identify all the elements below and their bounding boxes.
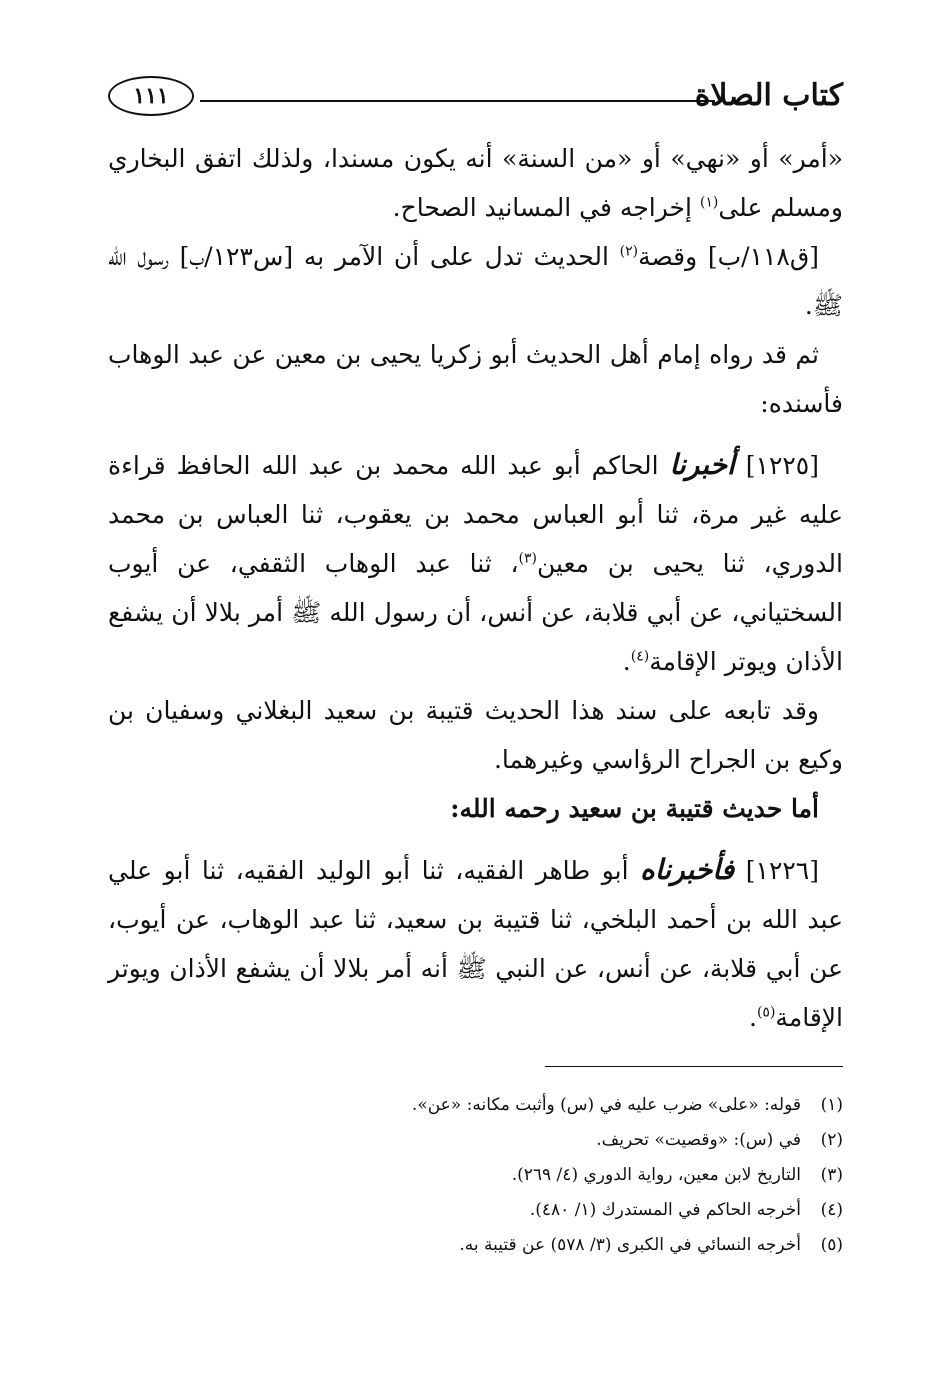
footnote-text: أخرجه النسائي في الكبرى (٣/ ٥٧٨) عن قتيبة به. bbox=[459, 1235, 801, 1255]
footnote-ref-3[interactable]: (٣) bbox=[518, 550, 538, 567]
footnote-item bbox=[108, 1123, 843, 1158]
paragraph-1-line-1: «أمر» أو «نهي» أو «من السنة» أنه يكون مسندا، ولذلك اتفق البخاري ومسلم bbox=[108, 144, 843, 222]
footnote-item bbox=[108, 1193, 843, 1228]
section-heading: أما حديث قتيبة بن سعيد رحمه الله: bbox=[450, 794, 819, 823]
footnote-item bbox=[108, 1228, 843, 1263]
paragraph-2 bbox=[108, 232, 843, 330]
footnote-ref-2[interactable]: (٢) bbox=[619, 243, 639, 260]
footnote-item bbox=[108, 1088, 843, 1123]
hadith-number-1225: [١٢٢٥] bbox=[745, 451, 819, 480]
paragraph-2-rest: الحديث تدل على أن الآمر به [س١٢٣/ب] رسول الله ﷺ. bbox=[108, 242, 843, 320]
hadith-1226 bbox=[108, 845, 843, 1042]
footnotes bbox=[108, 1088, 843, 1263]
paragraph-1 bbox=[108, 134, 843, 232]
footnote-text: أخرجه الحاكم في المستدرك (١/ ٤٨٠). bbox=[529, 1200, 801, 1220]
footnote-text: في (س): «وقصيت» تحريف. bbox=[596, 1130, 801, 1150]
footnote-text: قوله: «على» ضرب عليه في (س) وأثبت مكانه: «عن». bbox=[411, 1095, 801, 1115]
paragraph-4: وقد تابعه على سند هذا الحديث قتيبة بن سعيد البغلاني وسفيان بن وكيع بن الجراح الرؤاسي وغيرهما. bbox=[108, 696, 843, 774]
footnote-number: (٤) bbox=[820, 1200, 843, 1220]
running-title: كتاب الصلاة bbox=[694, 78, 843, 113]
footnote-text: التاريخ لابن معين، رواية الدوري (٤/ ٢٦٩). bbox=[511, 1165, 801, 1185]
page-number: ١١١ bbox=[108, 76, 194, 116]
transmission-formula: أخبرنا bbox=[669, 448, 735, 481]
hadith-1225-text-a: الحاكم أبو عبد الله محمد بن عبد الله الحافظ قراءة عليه غير مرة، ثنا أبو العباس محمد بن يعقوب، ثنا العباس بن محمد الدوري، ثنا يحيى بن معين bbox=[108, 451, 843, 578]
footnote-number: (٢) bbox=[820, 1130, 843, 1150]
main-text bbox=[108, 134, 843, 1042]
hadith-1225-text-b: ، ثنا عبد الوهاب الثقفي، عن أيوب السختياني، عن أبي قلابة، عن أنس، أن رسول الله ﷺ أمر بلالا أن يشفع الأذان ويوتر الإقامة bbox=[108, 549, 843, 676]
footnote-ref-4[interactable]: (٤) bbox=[630, 648, 650, 665]
hadith-1226-end: . bbox=[749, 1003, 757, 1032]
header-rule bbox=[200, 100, 715, 102]
footnote-item bbox=[108, 1158, 843, 1193]
paragraph-2-start: [ق١١٨/ب] وقصة bbox=[638, 242, 820, 271]
footnote-ref-1[interactable]: (١) bbox=[699, 194, 719, 211]
paragraph-1-line-2-rest: إخراجه في المسانيد الصحاح. bbox=[392, 193, 700, 222]
footnote-separator bbox=[545, 1066, 843, 1067]
transmission-formula: فأخبرناه bbox=[640, 853, 735, 886]
hadith-1225-end: . bbox=[622, 647, 631, 676]
hadith-1225 bbox=[108, 440, 843, 686]
footnote-number: (٥) bbox=[820, 1235, 843, 1255]
paragraph-1-line-2: على bbox=[718, 193, 763, 222]
footnote-number: (٣) bbox=[820, 1165, 843, 1185]
page-header bbox=[108, 72, 843, 132]
hadith-number-1226: [١٢٢٦] bbox=[745, 856, 819, 885]
hadith-1226-text: أبو طاهر الفقيه، ثنا أبو الوليد الفقيه، ثنا أبو علي عبد الله بن أحمد البلخي، ثنا قتيبة بن سعيد، ثنا عبد الوهاب، عن أيوب، عن أبي قلابة، عن أنس، عن النبي ﷺ أنه أمر بلالا أن يشفع الأذان ويوتر الإقامة bbox=[108, 856, 843, 1032]
footnote-ref-5[interactable]: (٥) bbox=[756, 1004, 776, 1021]
paragraph-3: ثم قد رواه إمام أهل الحديث أبو زكريا يحيى بن معين عن عبد الوهاب فأسنده: bbox=[108, 340, 843, 418]
footnote-number: (١) bbox=[820, 1095, 843, 1115]
